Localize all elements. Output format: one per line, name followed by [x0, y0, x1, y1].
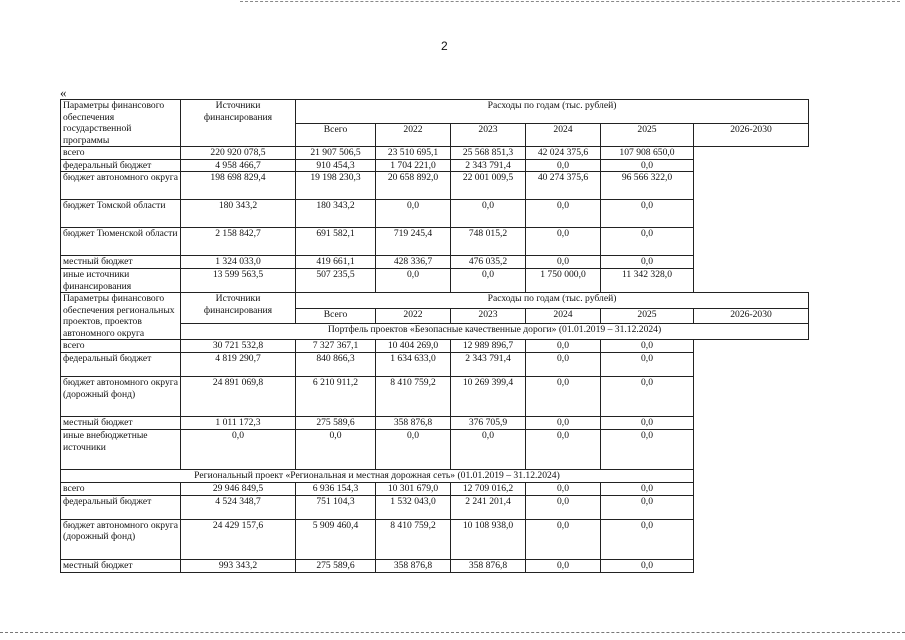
value-cell: 476 035,2	[451, 256, 526, 269]
value-cell: 0,0	[526, 340, 601, 353]
value-cell: 12 709 016,2	[451, 482, 526, 495]
value-cell: 10 404 269,0	[376, 340, 451, 353]
value-cell: 1 532 043,0	[376, 495, 451, 519]
source-cell: бюджет Тюменской области	[61, 228, 181, 256]
year-header: 2023	[451, 123, 526, 147]
bottom-scan-line	[0, 632, 905, 633]
expenses-header: Расходы по годам (тыс. рублей)	[296, 100, 809, 124]
value-cell: 0,0	[526, 377, 601, 417]
value-cell: 25 568 851,3	[451, 147, 526, 160]
value-cell: 6 936 154,3	[296, 482, 376, 495]
source-cell: бюджет автономного округа (дорожный фонд)	[61, 377, 181, 417]
table-row	[61, 519, 809, 559]
table-row	[61, 172, 809, 200]
value-cell: 180 343,2	[181, 200, 296, 228]
value-cell: 0,0	[601, 200, 694, 228]
source-cell: федеральный бюджет	[61, 495, 181, 519]
value-cell: 13 599 563,5	[181, 269, 296, 293]
table-row	[61, 377, 809, 417]
value-cell: 0,0	[601, 430, 694, 470]
value-cell: 0,0	[601, 417, 694, 430]
value-cell: 10 301 679,0	[376, 482, 451, 495]
value-cell: 21 907 506,5	[296, 147, 376, 160]
sources-header: Источники финансирования	[181, 100, 296, 147]
value-cell: 0,0	[601, 377, 694, 417]
value-cell: 4 958 466,7	[181, 159, 296, 172]
source-cell: всего	[61, 340, 181, 353]
value-cell: 10 108 938,0	[451, 519, 526, 559]
year-header: 2024	[526, 308, 601, 324]
year-header: 2025	[601, 123, 694, 147]
value-cell: 428 336,7	[376, 256, 451, 269]
value-cell: 8 410 759,2	[376, 377, 451, 417]
value-cell: 198 698 829,4	[181, 172, 296, 200]
table-row	[61, 482, 809, 495]
value-cell: 2 241 201,4	[451, 495, 526, 519]
value-cell: 719 245,4	[376, 228, 451, 256]
source-cell: иные внебюджетные источники	[61, 430, 181, 470]
value-cell: 42 024 375,6	[526, 147, 601, 160]
regional-project-title: Региональный проект «Региональная и местная дорожная сеть» (01.01.2019 – 31.12.2024)	[61, 470, 694, 483]
value-cell: 5 909 460,4	[296, 519, 376, 559]
value-cell: 12 989 896,7	[451, 340, 526, 353]
year-header: 2025	[601, 308, 694, 324]
value-cell: 0,0	[601, 228, 694, 256]
value-cell: 1 324 033,0	[181, 256, 296, 269]
value-cell: 23 510 695,1	[376, 147, 451, 160]
expenses-header: Расходы по годам (тыс. рублей)	[296, 293, 809, 309]
value-cell: 0,0	[601, 495, 694, 519]
source-cell: иные источники финансирования	[61, 269, 181, 293]
value-cell: 19 198 230,3	[296, 172, 376, 200]
year-header: Всего	[296, 308, 376, 324]
value-cell: 275 589,6	[296, 559, 376, 572]
value-cell: 6 210 911,2	[296, 377, 376, 417]
table-row	[61, 256, 809, 269]
year-header: 2026-2030	[694, 308, 809, 324]
value-cell: 0,0	[526, 495, 601, 519]
value-cell: 20 658 892,0	[376, 172, 451, 200]
table-row	[61, 559, 809, 572]
value-cell: 0,0	[526, 353, 601, 377]
value-cell: 0,0	[601, 559, 694, 572]
source-cell: бюджет автономного округа	[61, 172, 181, 200]
source-cell: федеральный бюджет	[61, 159, 181, 172]
value-cell: 0,0	[526, 559, 601, 572]
table-row	[61, 495, 809, 519]
source-cell: местный бюджет	[61, 256, 181, 269]
value-cell: 0,0	[296, 430, 376, 470]
value-cell: 840 866,3	[296, 353, 376, 377]
source-cell: бюджет автономного округа (дорожный фонд)	[61, 519, 181, 559]
sources-header: Источники финансирования	[181, 293, 296, 324]
value-cell: 220 920 078,5	[181, 147, 296, 160]
value-cell: 11 342 328,0	[601, 269, 694, 293]
year-header: 2024	[526, 123, 601, 147]
value-cell: 0,0	[451, 200, 526, 228]
value-cell: 10 269 399,4	[451, 377, 526, 417]
value-cell: 96 566 322,0	[601, 172, 694, 200]
table-row	[61, 430, 809, 470]
year-header: Всего	[296, 123, 376, 147]
value-cell: 107 908 650,0	[601, 147, 694, 160]
value-cell: 2 343 791,4	[451, 353, 526, 377]
value-cell: 22 001 009,5	[451, 172, 526, 200]
value-cell: 2 158 842,7	[181, 228, 296, 256]
value-cell: 748 015,2	[451, 228, 526, 256]
value-cell: 910 454,3	[296, 159, 376, 172]
value-cell: 4 819 290,7	[181, 353, 296, 377]
value-cell: 0,0	[526, 519, 601, 559]
opening-quote: «	[60, 85, 67, 100]
value-cell: 24 891 069,8	[181, 377, 296, 417]
value-cell: 419 661,1	[296, 256, 376, 269]
value-cell: 1 634 633,0	[376, 353, 451, 377]
value-cell: 507 235,5	[296, 269, 376, 293]
value-cell: 1 704 221,0	[376, 159, 451, 172]
table-row	[61, 147, 809, 160]
section2-param-text: Параметры финансового обеспечения региональных проектов, проектов автономного округа	[63, 293, 175, 339]
value-cell: 4 524 348,7	[181, 495, 296, 519]
value-cell: 180 343,2	[296, 200, 376, 228]
value-cell: 376 705,9	[451, 417, 526, 430]
page-number: 2	[441, 39, 448, 53]
portfolio-title: Портфель проектов «Безопасные качественные дороги» (01.01.2019 – 31.12.2024)	[181, 324, 809, 340]
value-cell: 691 582,1	[296, 228, 376, 256]
source-cell: всего	[61, 482, 181, 495]
value-cell: 24 429 157,6	[181, 519, 296, 559]
year-header: 2022	[376, 123, 451, 147]
value-cell: 40 274 375,6	[526, 172, 601, 200]
source-cell: бюджет Томской области	[61, 200, 181, 228]
section2-param-cell	[61, 293, 181, 340]
value-cell: 1 750 000,0	[526, 269, 601, 293]
value-cell: 751 104,3	[296, 495, 376, 519]
value-cell: 0,0	[601, 159, 694, 172]
table-row	[61, 353, 809, 377]
value-cell: 358 876,8	[376, 559, 451, 572]
value-cell: 275 589,6	[296, 417, 376, 430]
value-cell: 0,0	[526, 482, 601, 495]
value-cell: 0,0	[601, 340, 694, 353]
value-cell: 2 343 791,4	[451, 159, 526, 172]
top-scan-line	[240, 1, 900, 2]
value-cell: 358 876,8	[376, 417, 451, 430]
value-cell: 1 011 172,3	[181, 417, 296, 430]
year-header: 2023	[451, 308, 526, 324]
value-cell: 0,0	[451, 269, 526, 293]
value-cell: 0,0	[181, 430, 296, 470]
section1-param-cell: Параметры финансового обеспечения государственной программы	[61, 100, 181, 147]
value-cell: 0,0	[376, 200, 451, 228]
table-row	[61, 340, 809, 353]
year-header: 2022	[376, 308, 451, 324]
value-cell: 0,0	[526, 417, 601, 430]
value-cell: 0,0	[601, 482, 694, 495]
value-cell: 0,0	[526, 256, 601, 269]
value-cell: 993 343,2	[181, 559, 296, 572]
source-cell: местный бюджет	[61, 417, 181, 430]
value-cell: 0,0	[451, 430, 526, 470]
value-cell: 0,0	[376, 269, 451, 293]
financing-table	[60, 99, 809, 573]
table-row	[61, 269, 809, 293]
value-cell: 0,0	[376, 430, 451, 470]
value-cell: 0,0	[601, 256, 694, 269]
source-cell: местный бюджет	[61, 559, 181, 572]
table-row	[61, 159, 809, 172]
source-cell: всего	[61, 147, 181, 160]
source-cell: федеральный бюджет	[61, 353, 181, 377]
value-cell: 0,0	[601, 353, 694, 377]
year-header: 2026-2030	[694, 123, 809, 147]
value-cell: 0,0	[526, 200, 601, 228]
value-cell: 8 410 759,2	[376, 519, 451, 559]
table-row	[61, 417, 809, 430]
value-cell: 0,0	[601, 519, 694, 559]
table-row	[61, 200, 809, 228]
value-cell: 29 946 849,5	[181, 482, 296, 495]
value-cell: 358 876,8	[451, 559, 526, 572]
value-cell: 7 327 367,1	[296, 340, 376, 353]
table-row	[61, 228, 809, 256]
value-cell: 0,0	[526, 228, 601, 256]
value-cell: 0,0	[526, 159, 601, 172]
value-cell: 0,0	[526, 430, 601, 470]
value-cell: 30 721 532,8	[181, 340, 296, 353]
